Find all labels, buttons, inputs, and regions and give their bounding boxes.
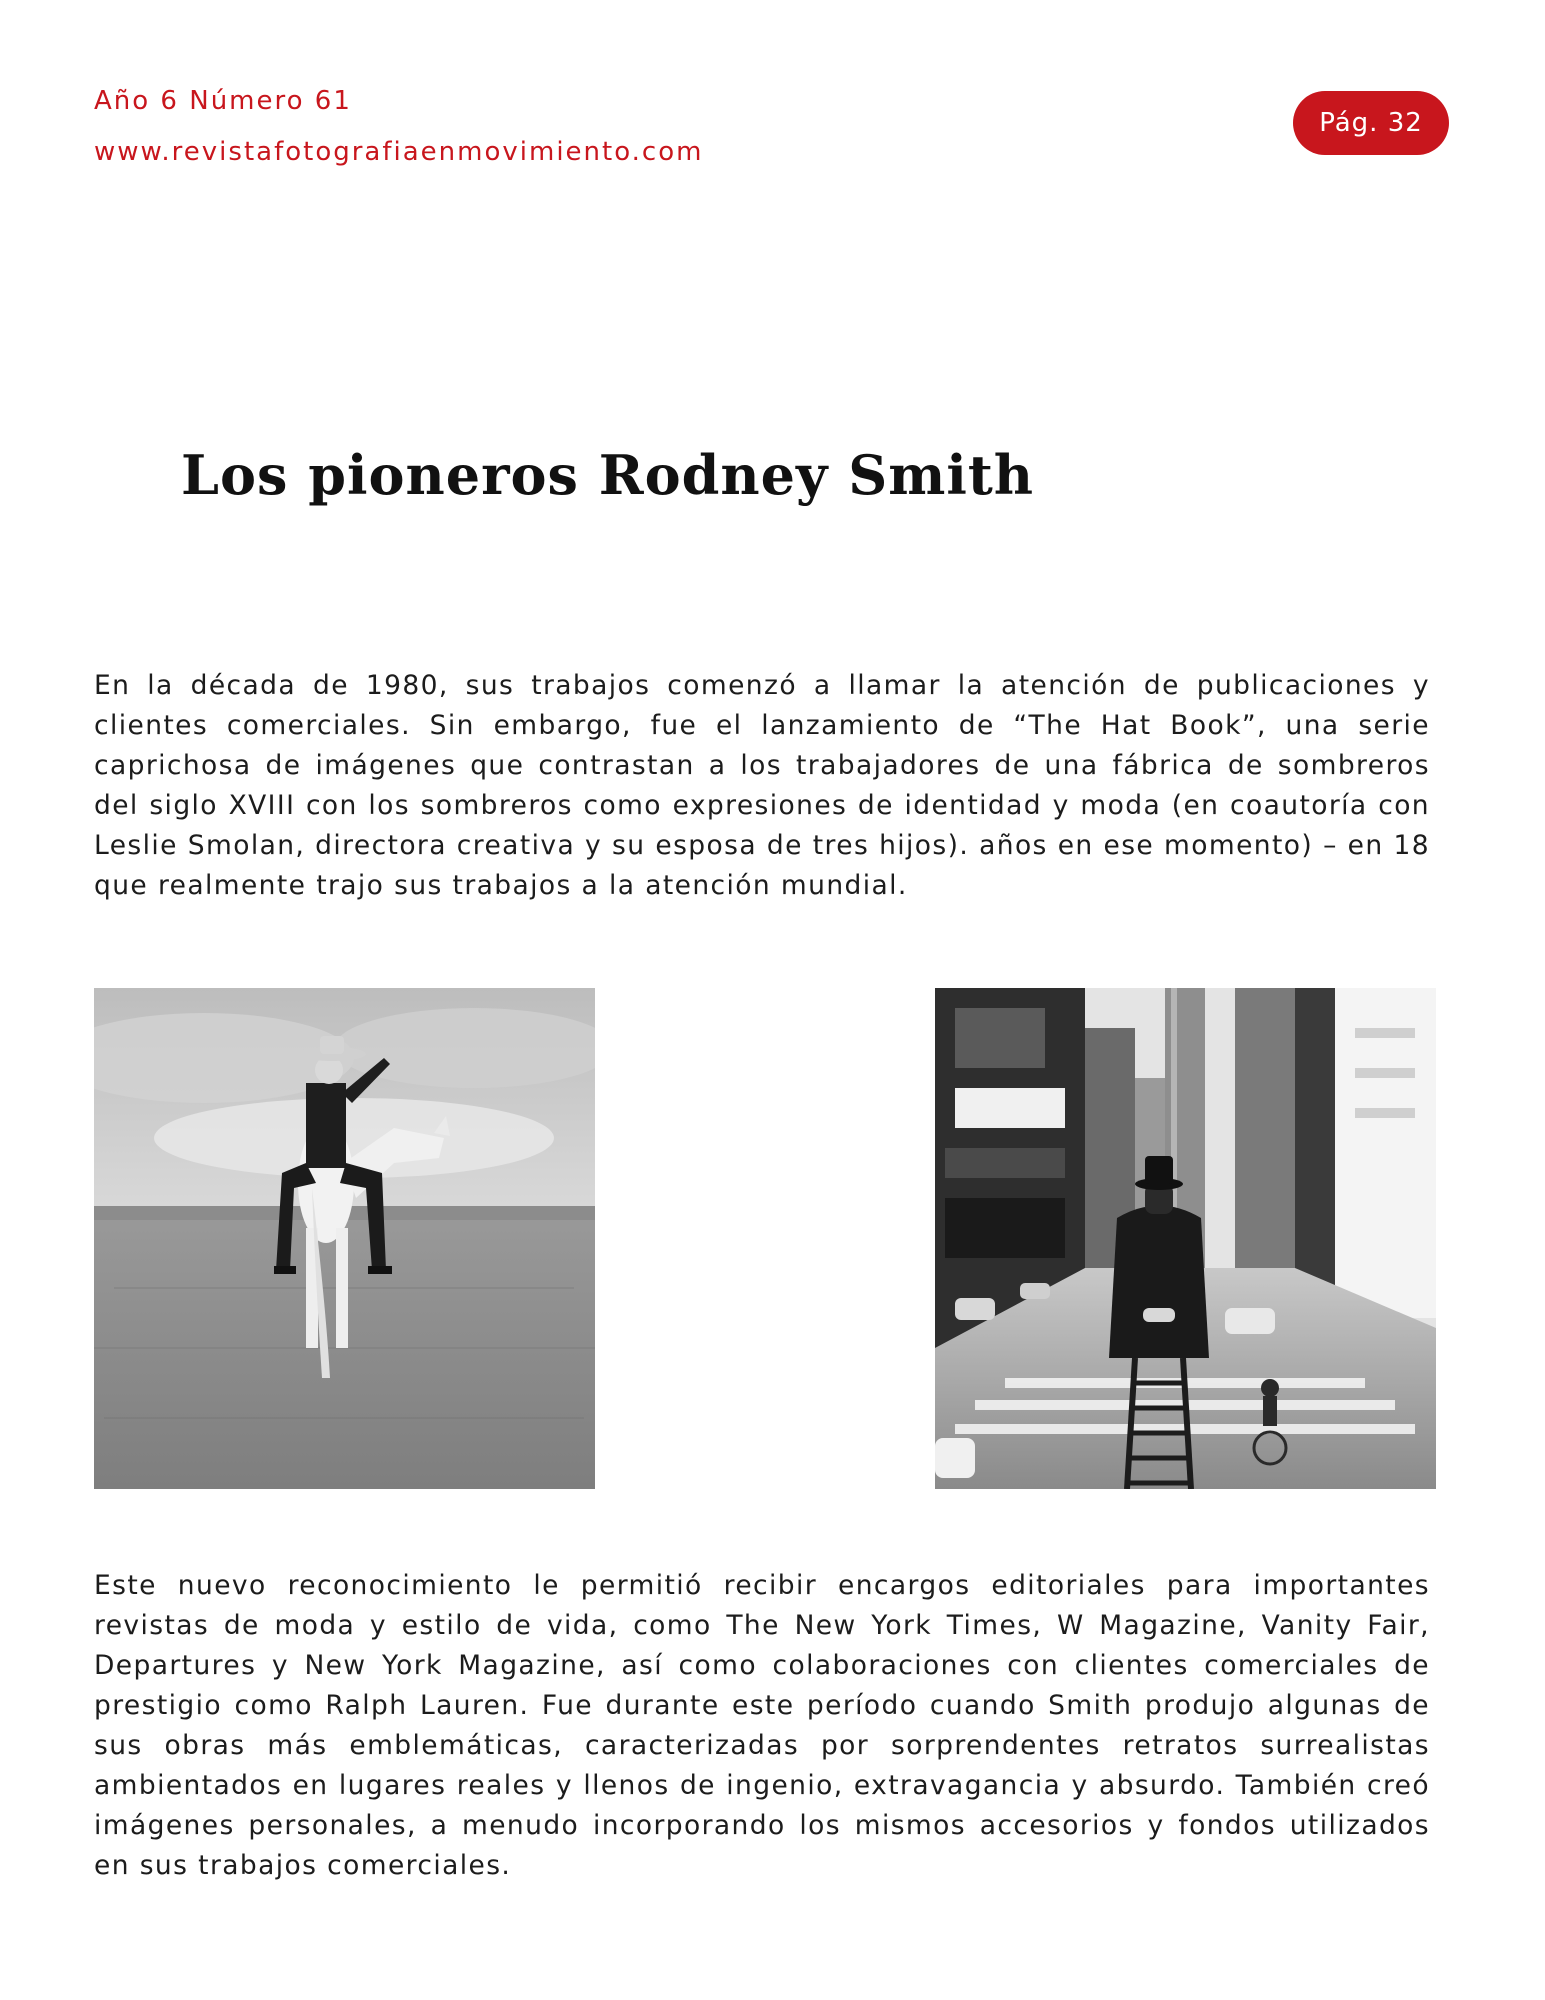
page-number-badge [1293,91,1449,155]
article-paragraph-1: En la década de 1980, sus trabajos comenzó a llamar la atención de publicaciones y clientes comerciales. Sin embargo, fue el lanzamiento de “The Hat Book”, una serie caprichosa de imágenes que contrastan a los trabajadores de una fábrica de sombreros del siglo XVIII con los sombreros como expresiones de identidad y moda (en coautoría con Leslie Smolan, directora creativa y su esposa de tres hijos). años en ese momento) – en 18 que realmente trajo sus trabajos a la atención mundial. [94,670,1430,901]
photo-man-on-ladder-times-square [935,988,1436,1489]
issue-number: Año 6 Número 61 [94,86,352,116]
page-number-label: Pág. 32 [1319,108,1423,138]
article-title: Los pioneros Rodney Smith [181,443,1035,507]
article-paragraph-2: Este nuevo reconocimiento le permitió recibir encargos editoriales para importantes revistas de moda y estilo de vida, como The New York Times, W Magazine, Vanity Fair, Departures y New York Magazine, así como colaboraciones con clientes comerciales de prestigio como Ralph Lauren. Fue durante este período cuando Smith produjo algunas de sus obras más emblemáticas, caracterizadas por sorprendentes retratos surrealistas ambientados en lugares reales y llenos de ingenio, extravagancia y absurdo. También creó imágenes personales, a menudo incorporando los mismos accesorios y fondos utilizados en sus trabajos comerciales. [94,1570,1430,1881]
website-url: www.revistafotografiaenmovimiento.com [94,137,704,167]
photo-cowboy-on-horse [94,988,595,1489]
